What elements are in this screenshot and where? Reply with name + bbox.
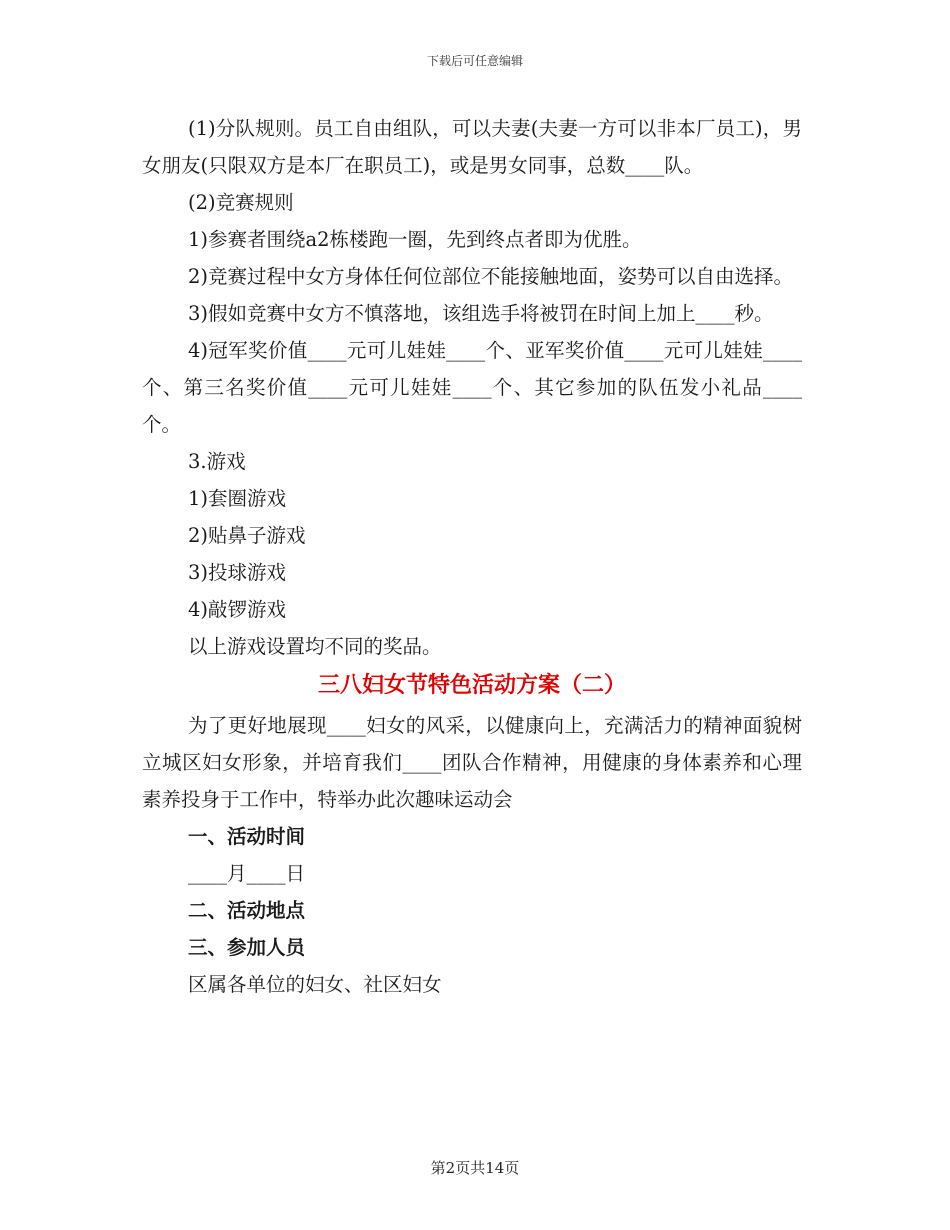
paragraph-competition-rules: (2)竞赛规则 xyxy=(188,191,294,214)
document-body xyxy=(142,110,802,1003)
heading-activity-time: 一、活动时间 xyxy=(188,825,306,848)
paragraph-activity-date: ____月____日 xyxy=(188,862,306,885)
paragraph-intro: 为了更好地展现____妇女的风采，以健康向上，充满活力的精神面貌树立城区妇女形象，并培育我们____团队合作精神，用健康的身体素养和心理素养投身于工作中，特举办此次趣味运动会 xyxy=(142,714,802,811)
paragraph-rule-4: 4)冠军奖价值____元可儿娃娃____个、亚军奖价值____元可儿娃娃____个、第三名奖价值____元可儿娃娃____个、其它参加的队伍发小礼品____个。 xyxy=(142,339,802,436)
paragraph-team-rules: (1)分队规则。员工自由组队，可以夫妻(夫妻一方可以非本厂员工)，男女朋友(只限双方是本厂在职员工)，或是男女同事，总数____队。 xyxy=(142,117,802,177)
page-footer: 第2页共14页 xyxy=(430,1159,520,1177)
heading-participants: 三、参加人员 xyxy=(188,936,306,959)
paragraph-rule-2: 2)竞赛过程中女方身体任何位部位不能接触地面，姿势可以自由选择。 xyxy=(188,265,794,288)
paragraph-games: 3.游戏 xyxy=(188,450,246,473)
page-header: 下载后可任意编辑 xyxy=(426,54,523,68)
paragraph-rule-1: 1)参赛者围绕a2栋楼跑一圈，先到终点者即为优胜。 xyxy=(188,228,642,251)
paragraph-game-1: 1)套圈游戏 xyxy=(188,487,287,510)
paragraph-games-prizes: 以上游戏设置均不同的奖品。 xyxy=(188,635,442,658)
paragraph-rule-3: 3)假如竞赛中女方不慎落地，该组选手将被罚在时间上加上____秒。 xyxy=(188,302,774,325)
paragraph-game-4: 4)敲锣游戏 xyxy=(188,598,287,621)
paragraph-participants: 区属各单位的妇女、社区妇女 xyxy=(188,973,442,996)
heading-activity-location: 二、活动地点 xyxy=(188,899,306,922)
paragraph-game-3: 3)投球游戏 xyxy=(188,561,287,584)
paragraph-game-2: 2)贴鼻子游戏 xyxy=(188,524,306,547)
section-title: 三八妇女节特色活动方案（二） xyxy=(317,673,626,698)
